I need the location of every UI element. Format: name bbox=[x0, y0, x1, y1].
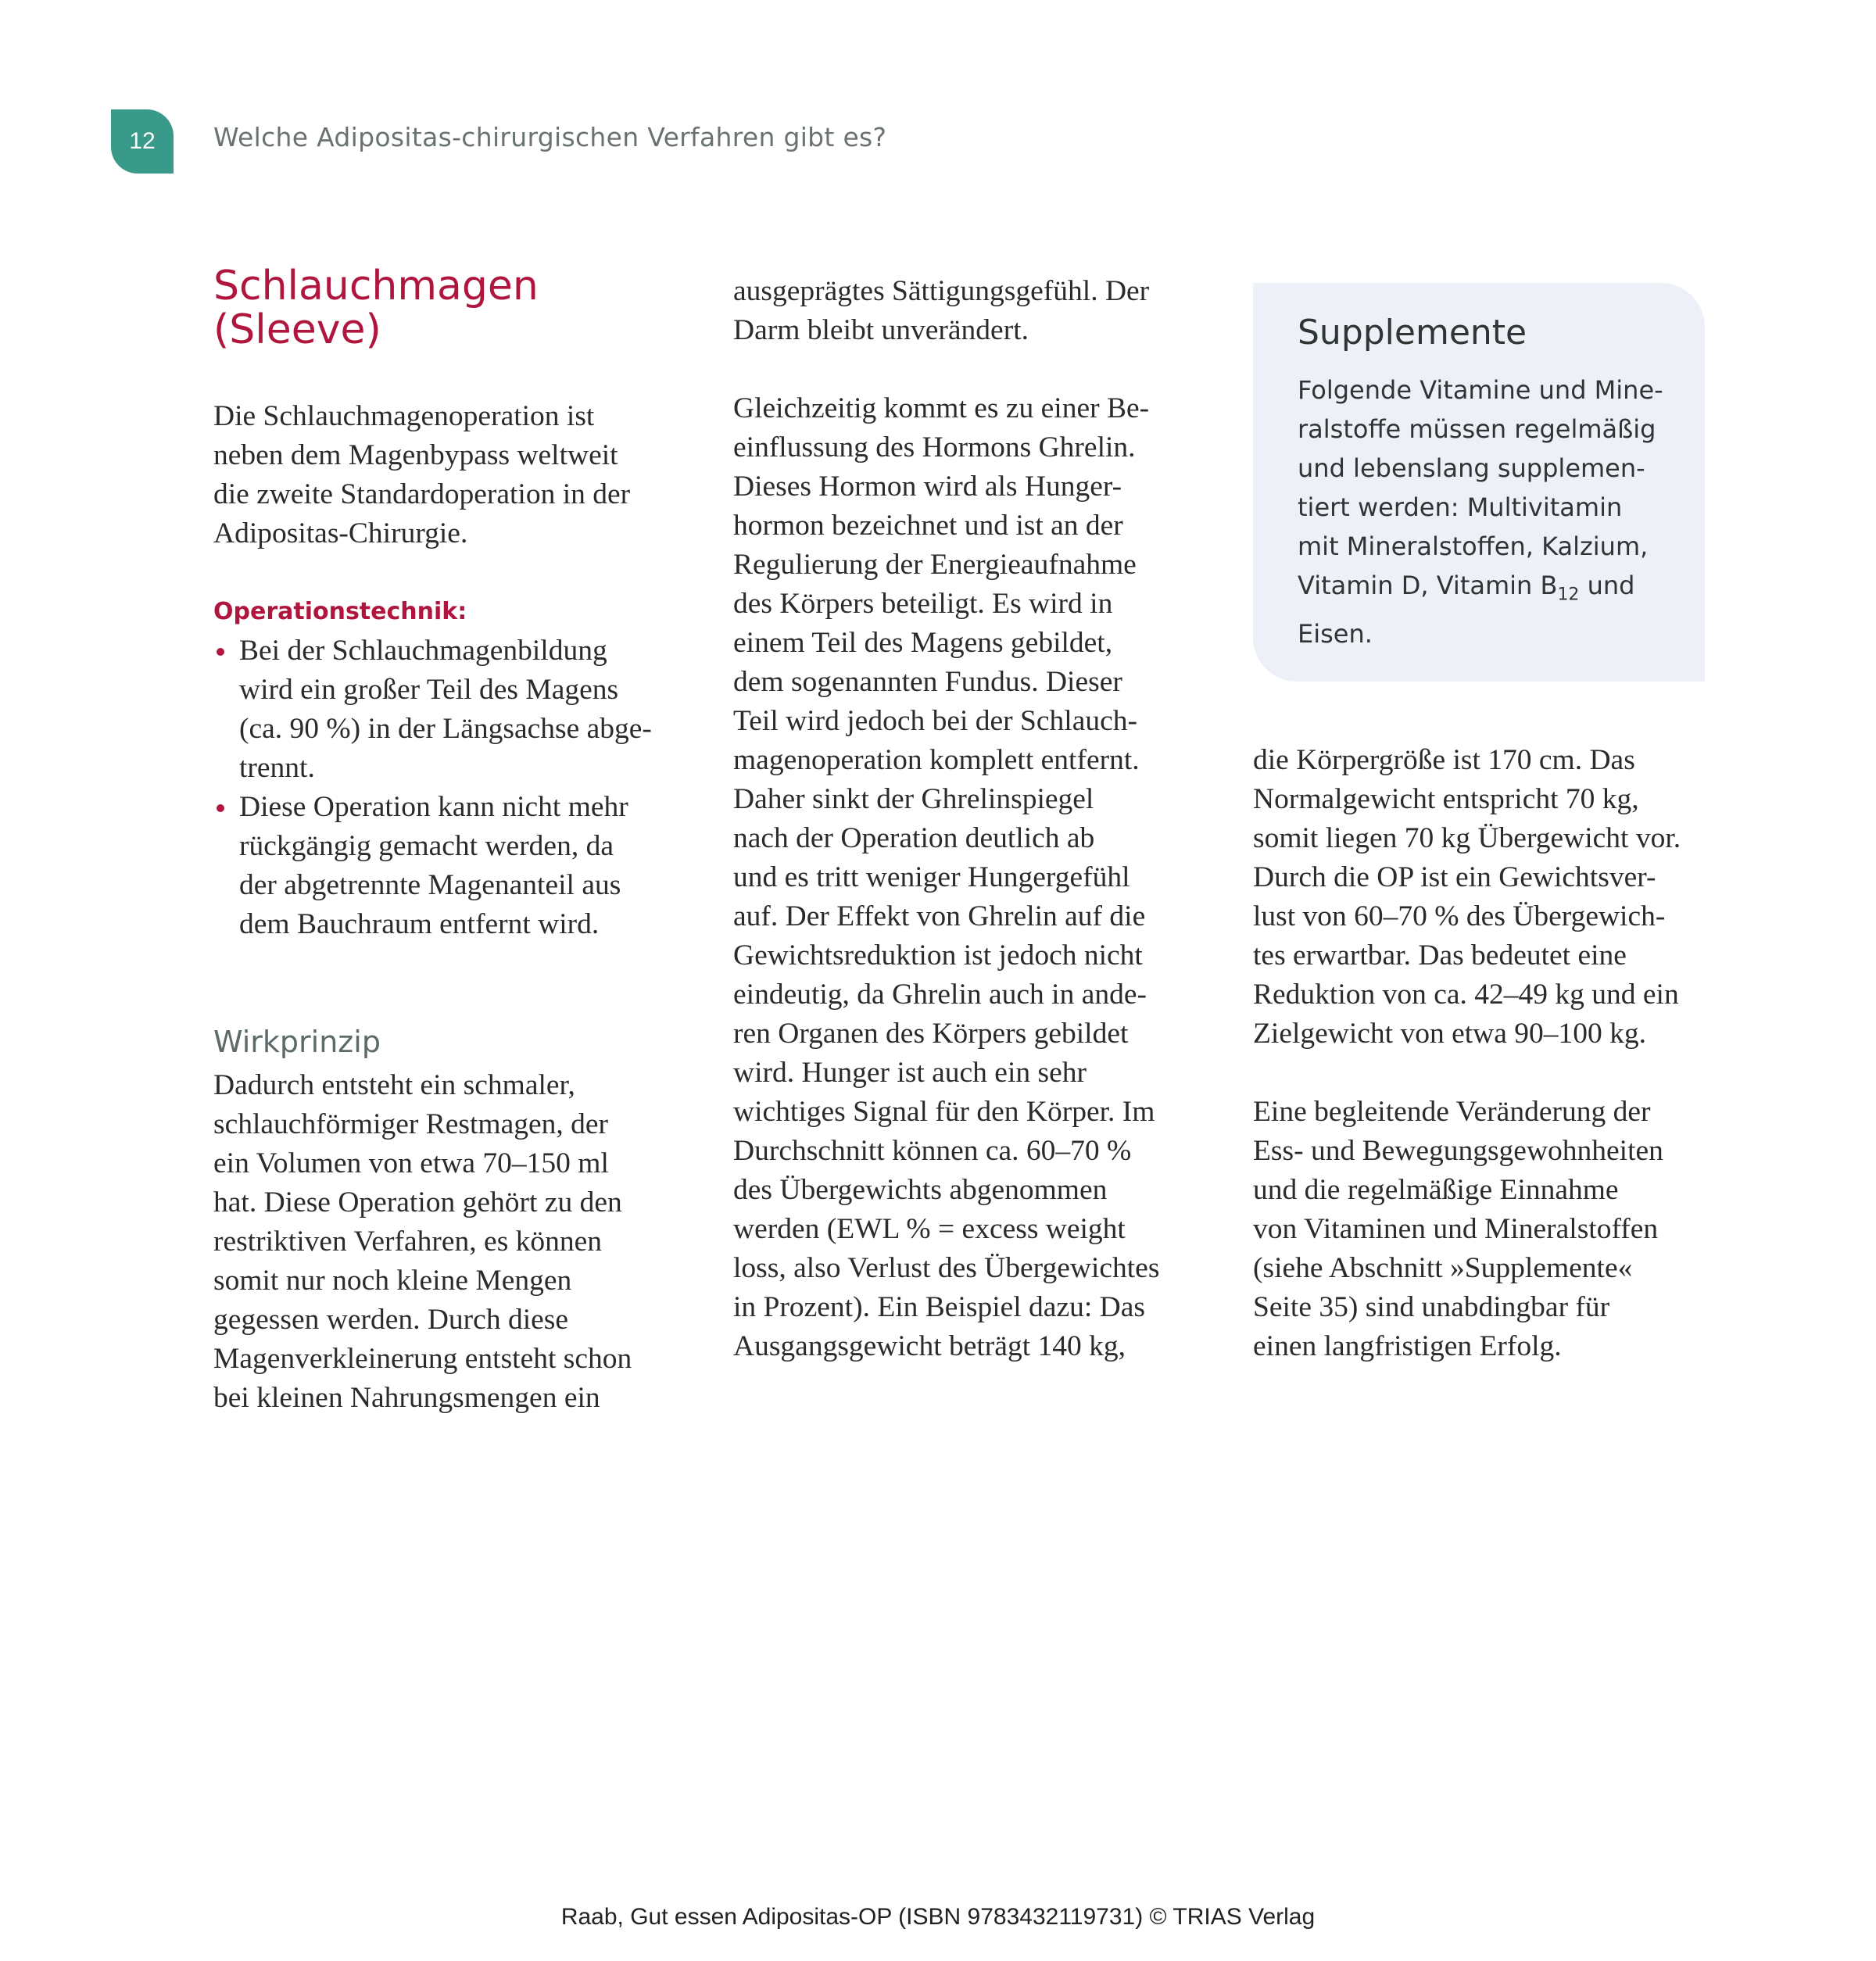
text-line: Zielgewicht von etwa 90–100 kg. bbox=[1253, 1018, 1647, 1050]
text-line: Ess- und Bewegungsgewohnheiten bbox=[1253, 1135, 1663, 1167]
text-line: lust von 60–70 % des Übergewich- bbox=[1253, 900, 1666, 932]
text-line: Ausgangsgewicht beträgt 140 kg, bbox=[733, 1330, 1126, 1362]
text-line: ralstoffe müssen regelmäßig bbox=[1298, 414, 1656, 444]
text-line: schlauchförmiger Restmagen, der bbox=[213, 1108, 609, 1140]
bullet-icon bbox=[217, 648, 224, 656]
text-line: loss, also Verlust des Übergewichtes bbox=[733, 1252, 1160, 1284]
text-line: Reduktion von ca. 42–49 kg und ein bbox=[1253, 979, 1679, 1011]
infobox-text bbox=[1298, 370, 1663, 653]
paragraph bbox=[733, 389, 1194, 1366]
text-line: des Körpers beteiligt. Es wird in bbox=[733, 588, 1113, 620]
text-line: rückgängig gemacht werden, da bbox=[239, 830, 614, 862]
text-line: Darm bleibt unverändert. bbox=[733, 314, 1029, 346]
text-line: Seite 35) sind unabdingbar für bbox=[1253, 1291, 1610, 1323]
text-line: (ca. 90 %) in der Längsachse abge- bbox=[239, 713, 652, 745]
text-line: dem Bauchraum entfernt wird. bbox=[239, 908, 600, 940]
text-line: Diese Operation kann nicht mehr bbox=[239, 791, 628, 823]
text-line: hat. Diese Operation gehört zu den bbox=[213, 1186, 622, 1218]
text-line bbox=[1298, 566, 1663, 614]
paragraph bbox=[1253, 741, 1714, 1054]
text-line: bei kleinen Nahrungsmengen ein bbox=[213, 1382, 600, 1414]
text-line: Dieses Hormon wird als Hunger- bbox=[733, 471, 1122, 503]
page-number: 12 bbox=[129, 128, 156, 154]
text-line: gegessen werden. Durch diese bbox=[213, 1304, 568, 1336]
text-line: wird ein großer Teil des Magens bbox=[239, 674, 619, 706]
text-line: und lebenslang supplemen- bbox=[1298, 453, 1645, 483]
text-line: restriktiven Verfahren, es können bbox=[213, 1226, 603, 1258]
text-line: Normalgewicht entspricht 70 kg, bbox=[1253, 783, 1639, 815]
text-line: Dadurch entsteht ein schmaler, bbox=[213, 1069, 575, 1101]
text-line: einflussung des Hormons Ghrelin. bbox=[733, 431, 1136, 463]
text-line: Daher sinkt der Ghrelinspiegel bbox=[733, 783, 1094, 815]
text-line: Gleichzeitig kommt es zu einer Be- bbox=[733, 392, 1150, 424]
text-line: Eisen. bbox=[1298, 619, 1373, 649]
wirkprinzip-paragraph bbox=[213, 1066, 675, 1418]
text-line: von Vitaminen und Mineralstoffen bbox=[1253, 1213, 1659, 1245]
text-line: ausgeprägtes Sättigungsgefühl. Der bbox=[733, 275, 1150, 307]
text-line: Durch die OP ist ein Gewichtsver- bbox=[1253, 861, 1656, 893]
text-line: neben dem Magenbypass weltweit bbox=[213, 439, 618, 471]
paragraph-gap bbox=[733, 350, 1194, 389]
text-line: dem sogenannten Fundus. Dieser bbox=[733, 666, 1122, 698]
column-2 bbox=[733, 272, 1194, 1366]
page-number-badge bbox=[111, 109, 174, 174]
text-line: einem Teil des Magens gebildet, bbox=[733, 627, 1113, 659]
text-line: die zweite Standardoperation in der bbox=[213, 478, 631, 510]
text-line: mit Mineralstoffen, Kalzium, bbox=[1298, 531, 1649, 561]
bullet-list bbox=[213, 632, 675, 944]
text-line: Eine begleitende Veränderung der bbox=[1253, 1096, 1651, 1128]
text-line: Magenverkleinerung entsteht schon bbox=[213, 1343, 632, 1375]
infobox-title: Supplemente bbox=[1298, 313, 1527, 352]
text-line: der abgetrennte Magenanteil aus bbox=[239, 869, 621, 901]
column-3 bbox=[1253, 741, 1714, 1366]
text-line: Regulierung der Energieaufnahme bbox=[733, 549, 1137, 581]
text-fragment: und bbox=[1579, 571, 1635, 600]
text-line: die Körpergröße ist 170 cm. Das bbox=[1253, 744, 1635, 776]
text-line: Durchschnitt können ca. 60–70 % bbox=[733, 1135, 1132, 1167]
text-line: magenoperation komplett entfernt. bbox=[733, 744, 1140, 776]
text-line: Adipositas-Chirurgie. bbox=[213, 517, 468, 549]
text-line: und die regelmäßige Einnahme bbox=[1253, 1174, 1619, 1206]
column-1 bbox=[213, 264, 675, 1418]
text-line: nach der Operation deutlich ab bbox=[733, 822, 1095, 854]
text-fragment: Vitamin D, Vitamin B bbox=[1298, 571, 1558, 600]
subscript: 12 bbox=[1557, 585, 1580, 605]
paragraph bbox=[733, 272, 1194, 350]
text-line: Teil wird jedoch bei der Schlauch- bbox=[733, 705, 1137, 737]
text-line: werden (EWL % = excess weight bbox=[733, 1213, 1126, 1245]
list-item bbox=[213, 788, 675, 944]
text-line: Bei der Schlauchmagenbildung bbox=[239, 635, 607, 667]
text-line: ren Organen des Körpers gebildet bbox=[733, 1018, 1129, 1050]
text-line: des Übergewichts abgenommen bbox=[733, 1174, 1108, 1206]
text-line: wird. Hunger ist auch ein sehr bbox=[733, 1057, 1087, 1089]
text-line: tiert werden: Multivitamin bbox=[1298, 492, 1623, 522]
supplemente-infobox bbox=[1253, 283, 1705, 682]
subheading-operationstechnik: Operationstechnik: bbox=[213, 598, 467, 625]
paragraph-gap bbox=[1253, 1054, 1714, 1093]
text-line: (siehe Abschnitt »Supplemente« bbox=[1253, 1252, 1633, 1284]
text-line: in Prozent). Ein Beispiel dazu: Das bbox=[733, 1291, 1145, 1323]
list-item bbox=[213, 632, 675, 788]
text-line: einen langfristigen Erfolg. bbox=[1253, 1330, 1562, 1362]
text-line: hormon bezeichnet und ist an der bbox=[733, 510, 1123, 542]
footer-copyright: Raab, Gut essen Adipositas-OP (ISBN 9783432119731) © TRIAS Verlag bbox=[560, 1904, 1316, 1930]
text-line: und es tritt weniger Hungergefühl bbox=[733, 861, 1130, 893]
intro-paragraph bbox=[213, 397, 675, 553]
text-line: Gewichtsreduktion ist jedoch nicht bbox=[733, 939, 1143, 972]
text-line: tes erwartbar. Das bedeutet eine bbox=[1253, 939, 1627, 972]
text-line: Die Schlauchmagenoperation ist bbox=[213, 400, 595, 432]
text-line: auf. Der Effekt von Ghrelin auf die bbox=[733, 900, 1146, 932]
section-title: Schlauchmagen (Sleeve) bbox=[213, 263, 539, 353]
text-line: ein Volumen von etwa 70–150 ml bbox=[213, 1147, 609, 1179]
bullet-icon bbox=[217, 804, 224, 812]
text-line: wichtiges Signal für den Körper. Im bbox=[733, 1096, 1155, 1128]
text-line: Folgende Vitamine und Mine- bbox=[1298, 375, 1663, 405]
section-heading-wirkprinzip: Wirkprinzip bbox=[213, 1025, 381, 1059]
text-line: somit nur noch kleine Mengen bbox=[213, 1265, 572, 1297]
text-line: trennt. bbox=[239, 752, 315, 784]
text-line: somit liegen 70 kg Übergewicht vor. bbox=[1253, 822, 1681, 854]
text-line: eindeutig, da Ghrelin auch in ande- bbox=[733, 979, 1147, 1011]
paragraph bbox=[1253, 1093, 1714, 1366]
running-head: Welche Adipositas-chirurgischen Verfahren gibt es? bbox=[213, 122, 887, 152]
